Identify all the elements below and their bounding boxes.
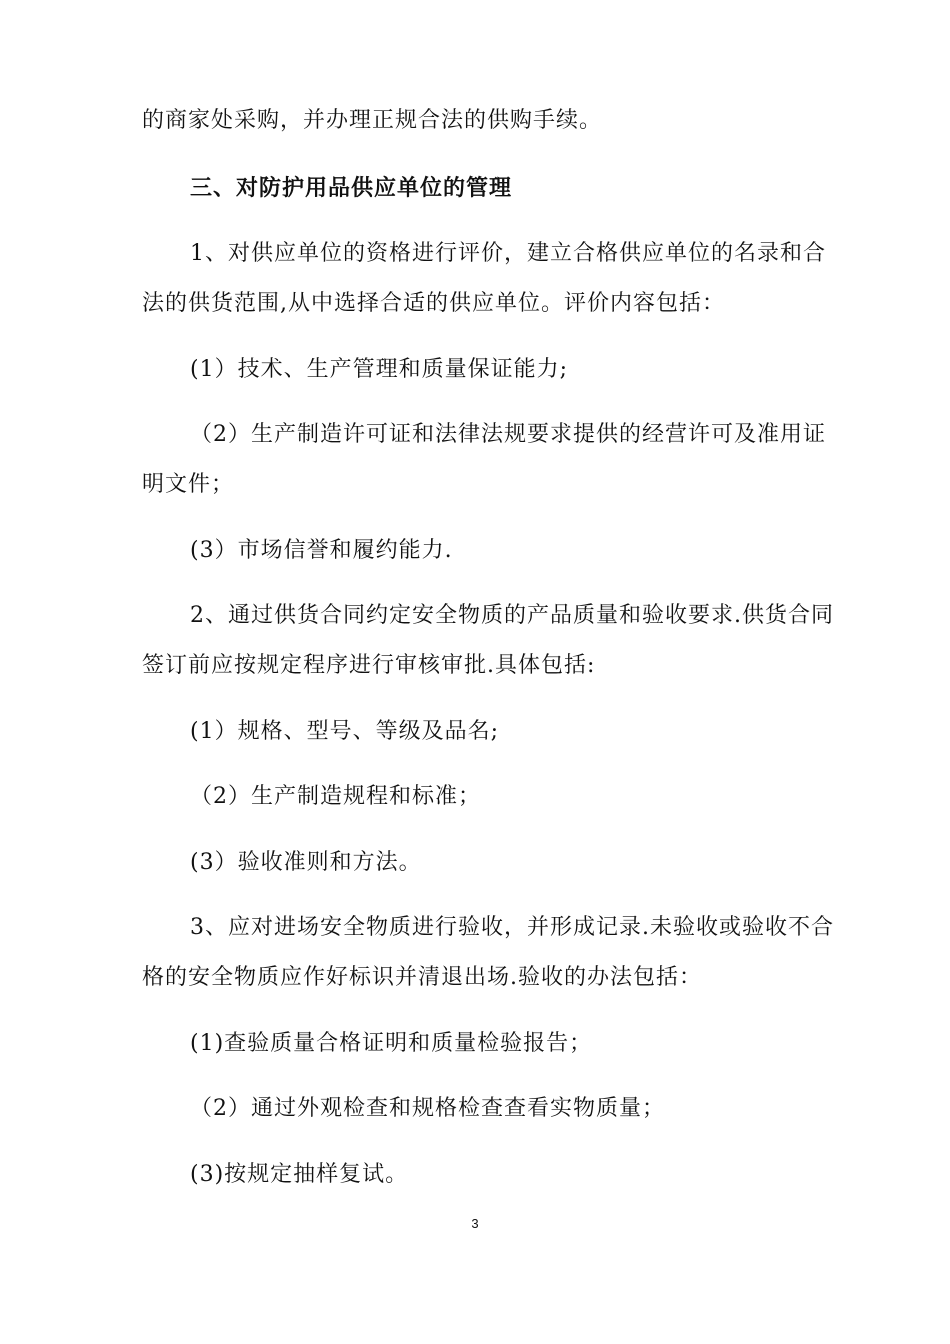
list-item: （2）生产制造规程和标准； — [190, 784, 481, 809]
list-item: (1）规格、型号、等级及品名; — [190, 719, 499, 744]
list-item: （2）生产制造许可证和法律法规要求提供的经营许可及准用证 — [190, 422, 826, 447]
text-line: 的商家处采购，并办理正规合法的供购手续。 — [142, 108, 603, 133]
list-item: (1）技术、生产管理和质量保证能力; — [190, 357, 568, 382]
text-line: 法的供货范围,从中选择合适的供应单位。评价内容包括： — [142, 291, 725, 316]
page-number: 3 — [471, 1216, 479, 1231]
list-item: (3)按规定抽样复试。 — [190, 1162, 409, 1187]
list-item: (3）市场信誉和履约能力. — [190, 538, 453, 563]
text-line: 1、对供应单位的资格进行评价，建立合格供应单位的名录和合 — [190, 241, 826, 266]
list-item: (1)查验质量合格证明和质量检验报告； — [190, 1031, 593, 1056]
text-line: 2、通过供货合同约定安全物质的产品质量和验收要求.供货合同 — [190, 603, 834, 628]
text-line: 格的安全物质应作好标识并清退出场.验收的办法包括： — [142, 965, 702, 990]
text-line: 签订前应按规定程序进行审核审批.具体包括: — [142, 653, 596, 678]
text-line: 明文件； — [142, 472, 235, 497]
section-heading: 三、对防护用品供应单位的管理 — [190, 175, 513, 201]
list-item: （2）通过外观检查和规格检查查看实物质量； — [190, 1096, 665, 1121]
list-item: (3）验收准则和方法。 — [190, 850, 422, 875]
text-line: 3、应对进场安全物质进行验收，并形成记录.未验收或验收不合 — [190, 915, 834, 940]
